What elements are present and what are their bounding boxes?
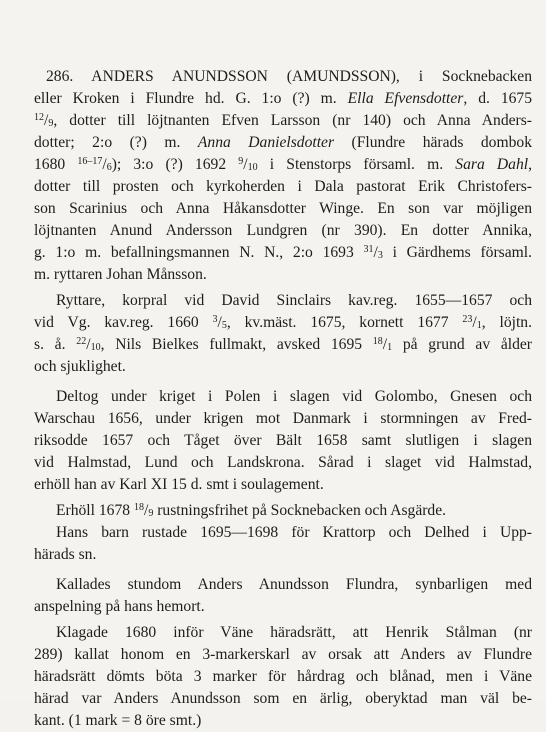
text-line: häradsrätt dömts böta 3 marker för hårdrag och blånad, men i Väne — [34, 668, 532, 685]
text-line: s. å. $^{22}/_{10}$, Nils Bielkes fullmakt, avsked 1695 $^{18}/_1$ på grund av ålder — [34, 336, 532, 353]
text-line: Warschau 1656, under krigen mot Danmark i stormningen av Fred- — [34, 410, 532, 427]
text-line: 1680 $^{16-17}/_6$); 3:o (?) 1692 $^9/_{10}$ i Stenstorps församl. m. Sara Dahl, — [34, 156, 532, 173]
paragraph-1 — [34, 66, 532, 286]
entry-text — [34, 66, 532, 732]
text-line: vid Halmstad, Lund och Landskrona. Sårad i slaget vid Halmstad, — [34, 454, 532, 471]
text-line: $^{12}/_9$, dotter till löjtnanten Efven Larsson (nr 140) och Anna Anders- — [34, 112, 532, 129]
text-line: Deltog under kriget i Polen i slagen vid Golombo, Gnesen och — [56, 388, 532, 405]
paragraph-3 — [34, 386, 532, 496]
text-line: Kallades stundom Anders Anundsson Flundra, synbarligen med — [56, 576, 532, 593]
text-line: dotter; 2:o (?) m. Anna Danielsdotter (Flundre härads dombok — [34, 134, 532, 151]
text-line: eller Kroken i Flundre hd. G. 1:o (?) m. Ella Efvensdotter, d. 1675 — [34, 90, 532, 107]
text-line: m. ryttaren Johan Månsson. — [34, 266, 207, 283]
text-line: erhöll han av Karl XI 15 d. smt i soulagement. — [34, 476, 324, 493]
text-line: anspelning på hans hemort. — [34, 598, 205, 615]
text-line: kant. (1 mark = 8 öre smt.) — [34, 712, 202, 729]
text-line: riksodde 1657 och Tåget över Bält 1658 samt slutligen i slagen — [34, 432, 532, 449]
text-line: Hans barn rustade 1695—1698 för Krattorp och Delhed i Upp- — [56, 524, 532, 541]
text-line: härads sn. — [34, 546, 97, 563]
text-line: dotter till prosten och kyrkoherden i Dala pastorat Erik Christofers- — [34, 178, 532, 195]
text-line: vid Vg. kav.reg. 1660 $^3/_5$, kv.mäst. 1675, kornett 1677 $^{23}/_1$, löjtn. — [34, 314, 532, 331]
text-line: löjtnanten Anund Andersson Lundgren (nr 390). En dotter Annika, — [34, 222, 532, 239]
text-line: son Scarinius och Anna Håkansdotter Winge. En son var möjligen — [34, 200, 532, 217]
paragraph-2 — [34, 290, 532, 378]
text-line: 286. ANDERS ANUNDSSON (AMUNDSSON), i Socknebacken — [46, 68, 532, 85]
paragraph-6 — [34, 622, 532, 732]
text-line: härad var Anders Anundsson som en ärlig, oberyktad man väl be- — [34, 690, 532, 707]
text-line: Erhöll 1678 $^{18}/_9$ rustningsfrihet på Socknebacken och Asgärde. — [56, 502, 447, 519]
text-line: Ryttare, korpral vid David Sinclairs kav.reg. 1655—1657 och — [56, 292, 532, 309]
paragraph-5 — [34, 574, 532, 618]
paragraph-4 — [34, 500, 532, 566]
text-line: Klagade 1680 inför Väne häradsrätt, att Henrik Stålman (nr — [56, 624, 532, 641]
text-line: och sjuklighet. — [34, 358, 126, 375]
text-line: g. 1:o m. befallningsmannen N. N., 2:o 1693 $^{31}/_3$ i Gärdhems församl. — [34, 244, 532, 261]
text-line: 289) kallat honom en 3-markerskarl av orsak att Anders av Flundre — [34, 646, 532, 663]
